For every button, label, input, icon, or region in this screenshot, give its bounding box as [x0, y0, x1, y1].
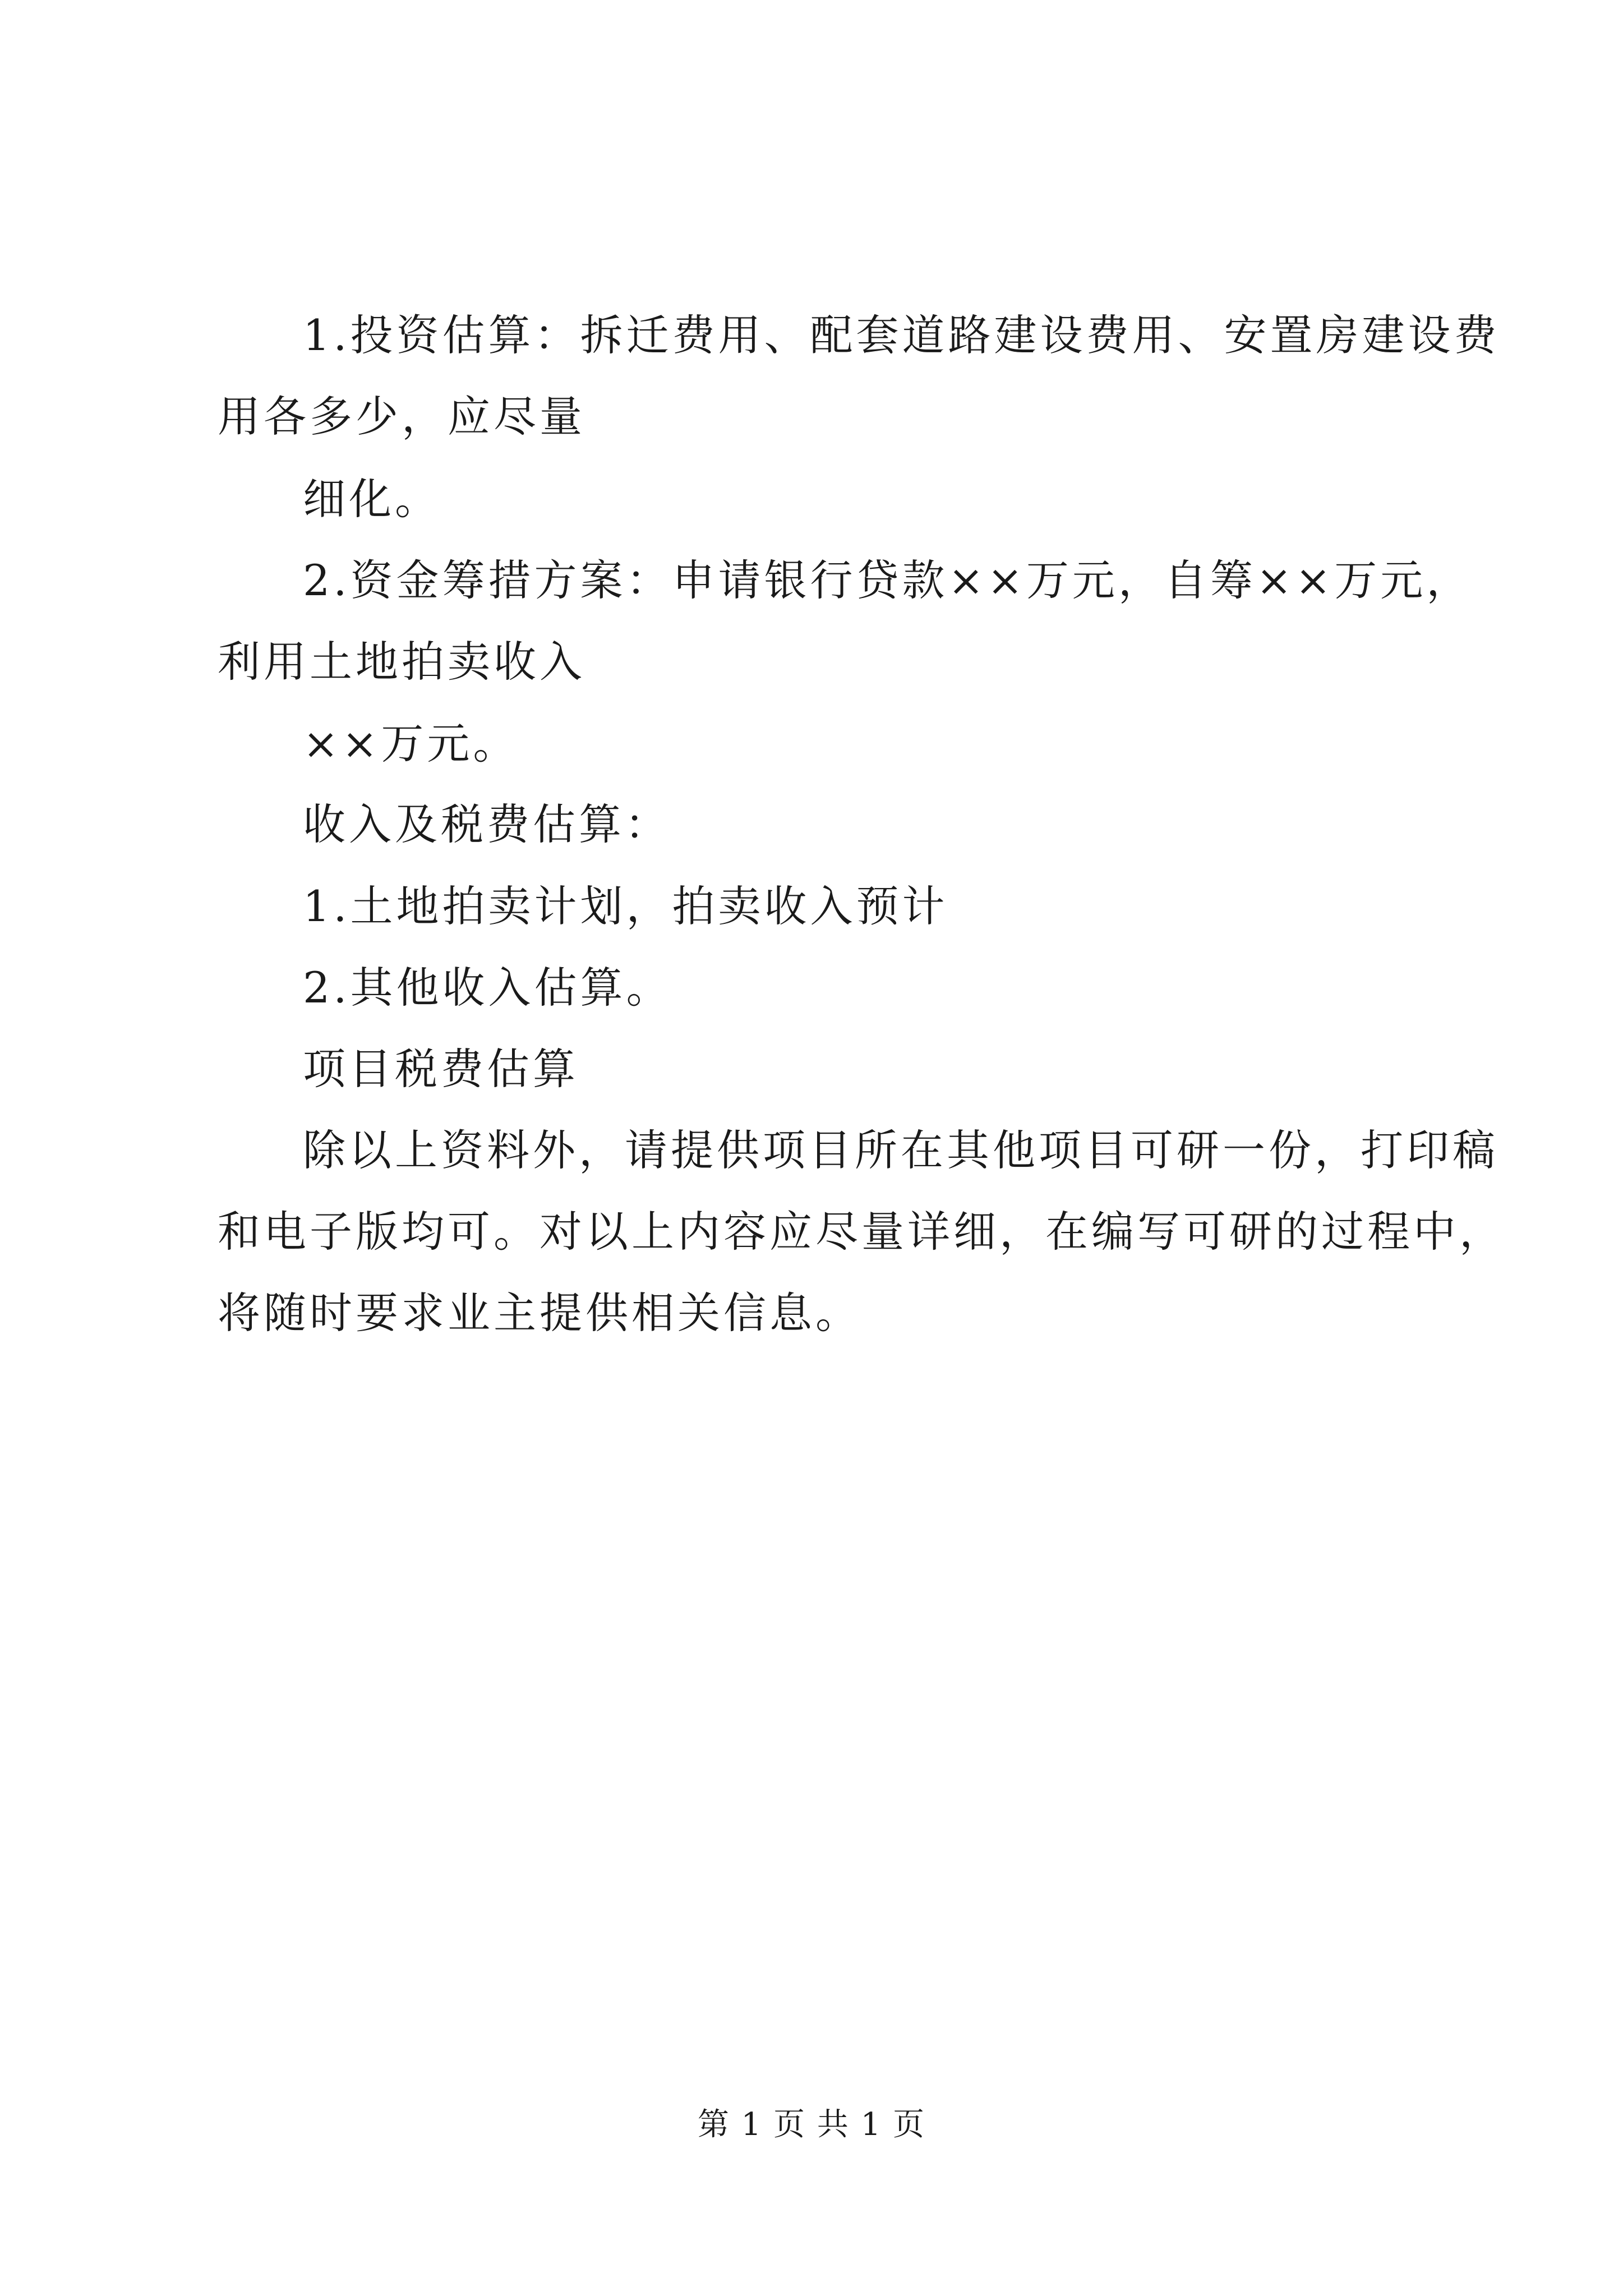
list-item: 1.土地拍卖计划，拍卖收入预计 [303, 881, 948, 931]
paragraph-line: 2.资金筹措方案：申请银行贷款××万元，自筹××万元， [303, 555, 1473, 605]
paragraph-line: 将随时要求业主提供相关信息。 [218, 1288, 861, 1338]
list-item: 2.其他收入估算。 [303, 963, 672, 1013]
section-heading: 项目税费估算 [303, 1044, 579, 1094]
page-number-footer: 第 1 页 共 1 页 [697, 2106, 926, 2143]
paragraph-line: 利用土地拍卖收入 [218, 637, 585, 687]
paragraph-line: ××万元。 [303, 719, 519, 769]
paragraph-line: 用各多少，应尽量 [218, 392, 585, 441]
section-heading: 收入及税费估算： [303, 799, 671, 849]
paragraph-line: 细化。 [303, 474, 441, 524]
paragraph-line: 除以上资料外，请提供项目所在其他项目可研一份，打印稿 [303, 1125, 1498, 1175]
paragraph-line: 1.投资估算：拆迁费用、配套道路建设费用、安置房建设费 [303, 310, 1500, 360]
paragraph-line: 和电子版均可。对以上内容应尽量详细，在编写可研的过程中， [218, 1207, 1505, 1257]
